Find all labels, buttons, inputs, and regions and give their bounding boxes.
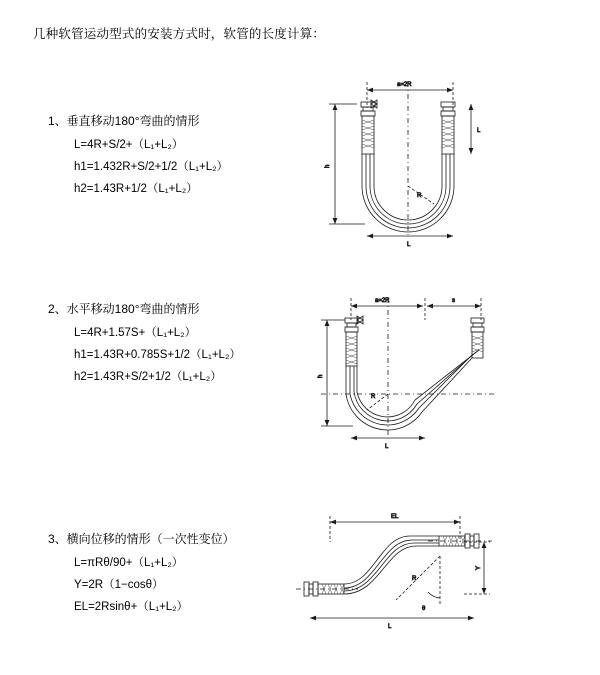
section-1-formula-3: h2=1.43R+1/2（L₁+L₂） [74, 183, 198, 195]
section-3-title: 3、横向位移的情形（一次性变位） [48, 532, 235, 546]
section-2-formula-2: h1=1.43R+0.785S+1/2（L₁+L₂） [74, 349, 241, 361]
svg-text:L: L [477, 128, 481, 134]
section-1-formula-2: h1=1.432R+S/2+1/2（L₁+L₂） [74, 161, 229, 173]
svg-text:R: R [371, 394, 376, 400]
svg-text:s: s [452, 298, 455, 304]
page-title: 几种软管运动型式的安装方式时，软管的长度计算： [33, 27, 326, 41]
figure-vertical-180-bend [305, 68, 495, 258]
svg-text:L: L [385, 444, 389, 450]
section-1 [48, 112, 228, 202]
section-1-title: 1、垂直移动180°弯曲的情形 [48, 114, 200, 128]
section-3-formula-3: EL=2Rsinθ+（L₁+L₂） [74, 601, 189, 613]
section-3-formula-1: L=πRθ/90+（L₁+L₂） [74, 557, 184, 569]
svg-text:θ: θ [422, 606, 426, 612]
svg-text:h: h [325, 164, 331, 168]
svg-text:R: R [412, 576, 417, 582]
svg-text:L: L [407, 242, 411, 248]
svg-text:a=2R: a=2R [397, 82, 412, 88]
section-2 [48, 300, 241, 390]
svg-text:L: L [388, 624, 392, 630]
section-3-formula-2: Y=2R（1−cosθ） [74, 579, 164, 591]
section-3 [48, 530, 235, 620]
svg-text:a=2R: a=2R [375, 298, 390, 304]
section-2-title: 2、水平移动180°弯曲的情形 [48, 302, 200, 316]
figure-horizontal-180-bend [305, 286, 505, 471]
svg-text:h: h [318, 374, 324, 378]
section-2-formula-3: h2=1.43R+S/2+1/2（L₁+L₂） [74, 371, 222, 383]
section-1-formula-1: L=4R+S/2+（L₁+L₂） [74, 139, 184, 151]
svg-text:R: R [417, 193, 422, 199]
svg-text:EL: EL [391, 514, 399, 520]
svg-text:Y: Y [476, 565, 482, 570]
figure-lateral-offset [288, 508, 503, 638]
section-2-formula-1: L=4R+1.57S+（L₁+L₂） [74, 327, 197, 339]
